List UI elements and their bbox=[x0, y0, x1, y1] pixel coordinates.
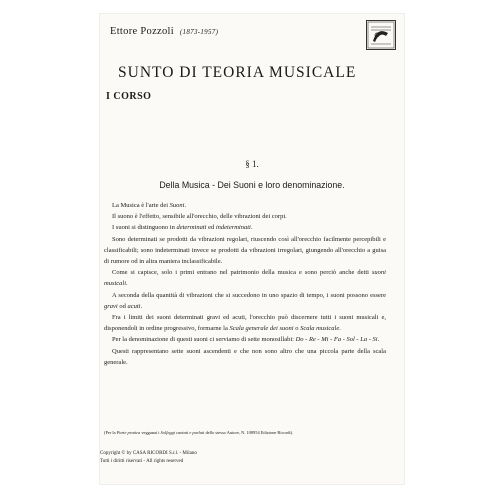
copyright-notice bbox=[100, 450, 197, 466]
author-years: (1873-1957) bbox=[179, 28, 219, 36]
ricordi-logo-icon bbox=[366, 20, 396, 50]
paragraph: Sono determinati se prodotti da vibrazioni regolari, riuscendo così all'orecchio facilmente percepibili e classificabili; sono indeterminati invece se prodotti da vibrazioni irregolari, giungendo all'orecchio a guisa di rumore od in altra maniera inclassificabile. bbox=[104, 235, 386, 266]
section-mark: § 1. bbox=[245, 159, 259, 169]
paragraph: I suoni si distinguono in determinati ed indeterminati. bbox=[112, 224, 253, 232]
author-name: Ettore Pozzoli bbox=[110, 26, 174, 37]
paragraph: Per la denominazione di questi suoni ci serviamo di sette monosillabi: Do - Re - Mi - Fa - Sol - La - Si. bbox=[112, 336, 380, 344]
paragraph: Fra i limiti dei suoni determinati gravi ed acuti, l'orecchio può discernere tutti i suoni musicali e, disponendoli in ordine progressivo, formarne la Scala generale dei suoni o Scala musicale. bbox=[104, 314, 386, 333]
page-title: SUNTO DI TEORIA MUSICALE bbox=[118, 64, 357, 81]
chapter-heading: Della Musica - Dei Suoni e loro denominazione. bbox=[159, 180, 345, 190]
paragraph: A seconda della quantità di vibrazioni che si succedono in uno spazio di tempo, i suoni possono essere gravi od acuti. bbox=[104, 291, 386, 310]
rights-line: Tutti i diritti riservati - All rights reserved bbox=[100, 459, 184, 464]
author-line bbox=[110, 26, 218, 37]
body-text bbox=[104, 200, 386, 368]
copyright-line: Copyright © by CASA RICORDI S.r.l. - Milano bbox=[100, 451, 197, 456]
paragraph: Questi rappresentano sette suoni ascendenti e che non sono altro che una piccola parte della scala generale. bbox=[104, 347, 386, 366]
score-page bbox=[100, 14, 404, 484]
paragraph: Come si capisce, solo i primi entrano nel patrimonio della musica e sono perciò anche detti suoni musicali. bbox=[104, 269, 386, 288]
logo-mark bbox=[367, 21, 395, 49]
course-label: I CORSO bbox=[106, 91, 152, 102]
paragraph: Il suono è l'effetto, sensibile all'orecchio, delle vibrazioni dei corpi. bbox=[112, 213, 287, 221]
footnote: (Per la Parte pratica vegganai i Solfeggi cantati e parlati dello stesso Autore, N. 108954 Edizione Ricordi). bbox=[104, 430, 294, 435]
paragraph: La Musica è l'arte dei Suoni. bbox=[112, 202, 187, 209]
